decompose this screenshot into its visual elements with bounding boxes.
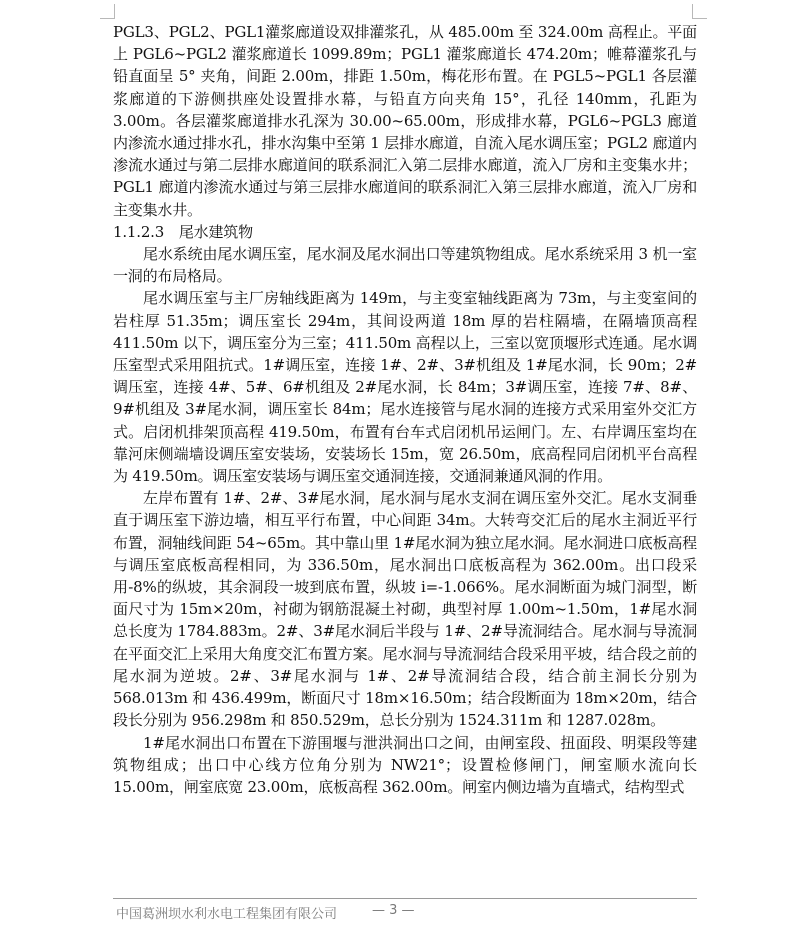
document-body — [113, 21, 697, 798]
corner-mark-top-right — [692, 4, 707, 19]
paragraph-grouting-galleries: PGL3、PGL2、PGL1灌浆廊道设双排灌浆孔，从 485.00m 至 324.00m 高程止。平面上 PGL6~PGL2 灌浆廊道长 1099.89m；PGL1 灌浆廊道长 474.20m；帷幕灌浆孔与铅直面呈 5° 夹角，间距 2.00m，排距 1.50m，梅花形布置。在 PGL5~PGL1 各层灌浆廊道的下游侧拱座处设置排水幕，与铅直方向夹角 15°，孔径 140mm，孔距为 3.00m。各层灌浆廊道排水孔深为 30.00~65.00m，形成排水幕，PGL6~PGL3 廊道内渗流水通过排水孔，排水沟集中至第 1 层排水廊道，自流入尾水调压室；PGL2 廊道内渗流水通过与第二层排水廊道间的联系洞汇入第二层排水廊道，流入厂房和主变集水井；PGL1 廊道内渗流水通过与第三层排水廊道间的联系洞汇入第三层排水廊道，流入厂房和主变集水井。 — [113, 23, 697, 219]
paragraph-tailrace-tunnels: 左岸布置有 1#、2#、3#尾水洞，尾水洞与尾水支洞在调压室外交汇。尾水支洞垂直于调压室下游边墙，相互平行布置，中心间距 34m。大转弯交汇后的尾水主洞近平行布置，洞轴线间距 54~65m。其中靠山里 1#尾水洞为独立尾水洞。尾水洞进口底板高程与调压室底板高程相同，为 336.50m，尾水洞出口底板高程为 362.00m。出口段采用-8%的纵坡，其余洞段一坡到底布置，纵坡 i=-1.066%。尾水洞断面为城门洞型，断面尺寸为 15m×20m，衬砌为钢筋混凝土衬砌，典型衬厚 1.00m~1.50m，1#尾水洞总长度为 1784.883m。2#、3#尾水洞后半段与 1#、2#导流洞结合。尾水洞与导流洞在平面交汇上采用大角度交汇布置方案。尾水洞与导流洞结合段采用平坡，结合段之前的尾水洞为逆坡。2#、3#尾水洞与 1#、2#导流洞结合段，结合前主洞长分别为 568.013m 和 436.499m，断面尺寸 18m×16.50m；结合段断面为 18m×20m，结合段长分别为 956.298m 和 850.529m，总长分别为 1524.311m 和 1287.028m。 — [113, 489, 697, 730]
paragraph-tailrace-system: 尾水系统由尾水调压室，尾水洞及尾水洞出口等建筑物组成。尾水系统采用 3 机一室一洞的布局格局。 — [113, 245, 697, 286]
section-heading: 1.1.2.3 尾水建筑物 — [113, 222, 253, 241]
footer-company: 中国葛洲坝水利水电工程集团有限公司 — [116, 907, 338, 922]
paragraph-surge-chamber: 尾水调压室与主厂房轴线距离为 149m，与主变室轴线距离为 73m，与主变室间的岩柱厚 51.35m；调压室长 294m，其间设两道 18m 厚的岩柱隔墙，在隔墙顶高程 411.50m 以下，调压室分为三室；411.50m 高程以上，三室以宽顶堰形式连通。尾水调压室型式采用阻抗式。1#调压室，连接 1#、2#、3#机组及 1#尾水洞，长 90m；2#调压室，连接 4#、5#、6#机组及 2#尾水洞，长 84m；3#调压室，连接 7#、8#、9#机组及 3#尾水洞，调压室长 84m；尾水连接管与尾水洞的连接方式采用室外交汇方式。启闭机排架顶高程 419.50m，布置有台车式启闭机吊运闸门。左、右岸调压室均在靠河床侧端墙设调压室安装场，安装场长 15m，宽 26.50m，底高程同启闭机平台高程为 419.50m。调压室安装场与调压室交通洞连接，交通洞兼通风洞的作用。 — [113, 289, 697, 486]
footer-divider — [113, 898, 697, 899]
corner-mark-top-left — [100, 4, 115, 19]
footer-page-number: — 3 — — [372, 903, 415, 918]
paragraph-tailrace-outlet: 1#尾水洞出口布置在下游围堰与泄洪洞出口之间，由闸室段、扭面段、明渠段等建筑物组成；出口中心线方位角分别为 NW21°；设置检修闸门，闸室顺水流向长 15.00m，闸室底宽 23.00m，底板高程 362.00m。闸室内侧边墙为直墙式，结构型式 — [113, 733, 697, 796]
